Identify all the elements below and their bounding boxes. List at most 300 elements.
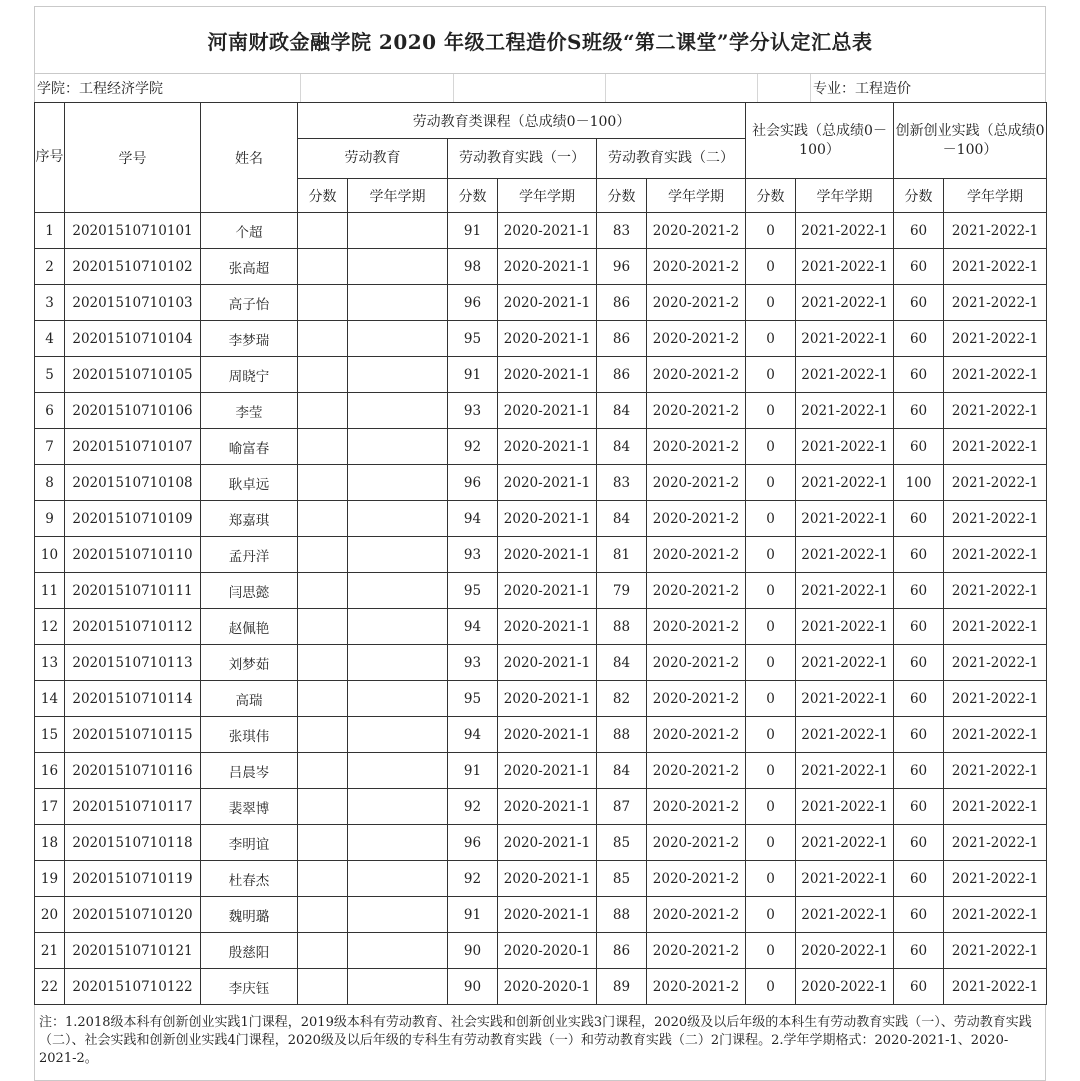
labor-edu-term-cell (348, 465, 448, 501)
innov-term-cell: 2021-2022-1 (944, 501, 1047, 537)
innov-score-cell: 60 (894, 213, 944, 249)
labor-prac1-score-cell: 94 (448, 717, 498, 753)
table-row (35, 861, 1047, 897)
seq-cell: 3 (35, 285, 65, 321)
labor-prac1-score-cell: 91 (448, 357, 498, 393)
innov-term-cell: 2021-2022-1 (944, 249, 1047, 285)
labor-prac1-term-cell: 2020-2021-1 (498, 789, 597, 825)
labor-prac1-term-cell: 2020-2021-1 (498, 249, 597, 285)
student-id-cell: 20201510710116 (65, 753, 201, 789)
labor-prac2-score-cell: 87 (597, 789, 647, 825)
name-cell: 刘梦茹 (201, 645, 298, 681)
labor-prac2-term-cell: 2020-2021-2 (647, 285, 746, 321)
labor-prac2-term-cell: 2020-2021-2 (647, 609, 746, 645)
innov-score-cell: 60 (894, 753, 944, 789)
labor-edu-term-cell (348, 609, 448, 645)
seq-cell: 13 (35, 645, 65, 681)
innov-score-cell: 60 (894, 501, 944, 537)
seq-cell: 20 (35, 897, 65, 933)
innov-term-cell: 2021-2022-1 (944, 681, 1047, 717)
labor-prac2-term-cell: 2020-2021-2 (647, 321, 746, 357)
innov-term-cell: 2021-2022-1 (944, 429, 1047, 465)
table-row (35, 933, 1047, 969)
labor-prac2-score-cell: 83 (597, 465, 647, 501)
labor-edu-term-cell (348, 789, 448, 825)
social-term-cell: 2021-2022-1 (796, 501, 894, 537)
innov-term-cell: 2021-2022-1 (944, 609, 1047, 645)
labor-edu-term-cell (348, 573, 448, 609)
score-header: 分数 (448, 179, 498, 213)
labor-edu-term-cell (348, 321, 448, 357)
name-cell: 殷慈阳 (201, 933, 298, 969)
student-id-cell: 20201510710112 (65, 609, 201, 645)
labor-edu-score-cell (298, 573, 348, 609)
labor-prac2-term-cell: 2020-2021-2 (647, 897, 746, 933)
student-id-cell: 20201510710108 (65, 465, 201, 501)
innov-term-cell: 2021-2022-1 (944, 393, 1047, 429)
table-row (35, 717, 1047, 753)
table-row (35, 753, 1047, 789)
labor-edu-header: 劳动教育 (298, 139, 448, 179)
labor-prac2-score-cell: 96 (597, 249, 647, 285)
innov-score-cell: 60 (894, 249, 944, 285)
innov-term-cell: 2021-2022-1 (944, 357, 1047, 393)
table-row (35, 249, 1047, 285)
social-term-cell: 2021-2022-1 (796, 717, 894, 753)
innov-term-cell: 2021-2022-1 (944, 825, 1047, 861)
student-id-cell: 20201510710119 (65, 861, 201, 897)
innov-score-cell: 60 (894, 681, 944, 717)
major-label: 专业：工程造价 (813, 81, 911, 97)
name-cell: 李梦瑞 (201, 321, 298, 357)
labor-edu-term-cell (348, 933, 448, 969)
labor-edu-term-cell (348, 429, 448, 465)
social-term-cell: 2021-2022-1 (796, 249, 894, 285)
social-score-cell: 0 (746, 393, 796, 429)
social-header: 社会实践（总成绩0－100） (746, 103, 894, 179)
innov-score-cell: 60 (894, 609, 944, 645)
labor-prac1-term-cell: 2020-2020-1 (498, 969, 597, 1005)
labor-prac1-score-cell: 93 (448, 645, 498, 681)
innov-score-cell: 60 (894, 537, 944, 573)
innov-score-cell: 60 (894, 861, 944, 897)
student-id-cell: 20201510710111 (65, 573, 201, 609)
innov-score-cell: 60 (894, 789, 944, 825)
social-term-cell: 2020-2022-1 (796, 933, 894, 969)
labor-prac2-term-cell: 2020-2021-2 (647, 501, 746, 537)
labor-prac1-term-cell: 2020-2021-1 (498, 537, 597, 573)
labor-prac1-term-cell: 2020-2021-1 (498, 681, 597, 717)
student-id-cell: 20201510710107 (65, 429, 201, 465)
term-header: 学年学期 (348, 179, 448, 213)
social-term-cell: 2021-2022-1 (796, 645, 894, 681)
labor-edu-score-cell (298, 537, 348, 573)
table-body (35, 213, 1047, 1005)
labor-prac2-header: 劳动教育实践（二） (597, 139, 746, 179)
seq-cell: 6 (35, 393, 65, 429)
labor-prac2-score-cell: 86 (597, 933, 647, 969)
footnote: 注：1.2018级本科有创新创业实践1门课程，2019级本科有劳动教育、社会实践和创新创业实践3门课程，2020级及以后年级的本科生有劳动教育实践（一）、劳动教育实践（二）、社会实践和创新创业实践4门课程，2020级及以后年级的专科生有劳动教育实践（一）和劳动教育实践（二）2门课程。2.学年学期格式：2020-2021-1、2020-2021-2。 (34, 1005, 1046, 1081)
seq-cell: 11 (35, 573, 65, 609)
labor-prac1-term-cell: 2020-2021-1 (498, 393, 597, 429)
social-score-cell: 0 (746, 933, 796, 969)
labor-edu-score-cell (298, 213, 348, 249)
name-cell: 吕晨岑 (201, 753, 298, 789)
score-header: 分数 (298, 179, 348, 213)
social-score-cell: 0 (746, 681, 796, 717)
table-row (35, 393, 1047, 429)
labor-prac1-term-cell: 2020-2021-1 (498, 717, 597, 753)
score-sheet (34, 6, 1046, 1081)
social-score-cell: 0 (746, 285, 796, 321)
labor-edu-term-cell (348, 861, 448, 897)
name-cell: 周晓宁 (201, 357, 298, 393)
table-row (35, 897, 1047, 933)
college-label: 学院：工程经济学院 (35, 74, 301, 102)
social-score-cell: 0 (746, 969, 796, 1005)
seq-cell: 15 (35, 717, 65, 753)
labor-prac2-score-cell: 88 (597, 717, 647, 753)
labor-prac1-score-cell: 91 (448, 753, 498, 789)
labor-edu-term-cell (348, 645, 448, 681)
social-score-cell: 0 (746, 789, 796, 825)
labor-prac2-score-cell: 88 (597, 609, 647, 645)
labor-prac1-header: 劳动教育实践（一） (448, 139, 597, 179)
table-row (35, 501, 1047, 537)
labor-prac2-term-cell: 2020-2021-2 (647, 573, 746, 609)
innov-score-cell: 60 (894, 573, 944, 609)
labor-prac1-term-cell: 2020-2021-1 (498, 213, 597, 249)
seq-cell: 10 (35, 537, 65, 573)
credit-table (34, 102, 1047, 1005)
innov-term-cell: 2021-2022-1 (944, 717, 1047, 753)
labor-edu-term-cell (348, 249, 448, 285)
social-term-cell: 2020-2022-1 (796, 969, 894, 1005)
labor-prac1-term-cell: 2020-2021-1 (498, 861, 597, 897)
labor-group-header: 劳动教育类课程（总成绩0－100） (298, 103, 746, 139)
name-cell: 杜春杰 (201, 861, 298, 897)
labor-edu-score-cell (298, 249, 348, 285)
name-cell: 高子怡 (201, 285, 298, 321)
innov-term-cell: 2021-2022-1 (944, 933, 1047, 969)
name-cell: 喻富春 (201, 429, 298, 465)
labor-edu-score-cell (298, 681, 348, 717)
table-row (35, 645, 1047, 681)
social-score-cell: 0 (746, 429, 796, 465)
social-score-cell: 0 (746, 501, 796, 537)
table-row (35, 285, 1047, 321)
social-score-cell: 0 (746, 357, 796, 393)
social-score-cell: 0 (746, 753, 796, 789)
labor-prac2-score-cell: 86 (597, 357, 647, 393)
student-id-cell: 20201510710115 (65, 717, 201, 753)
student-id-cell: 20201510710101 (65, 213, 201, 249)
seq-cell: 17 (35, 789, 65, 825)
labor-edu-score-cell (298, 645, 348, 681)
social-term-cell: 2021-2022-1 (796, 537, 894, 573)
labor-prac1-score-cell: 90 (448, 933, 498, 969)
table-row (35, 825, 1047, 861)
labor-prac1-term-cell: 2020-2021-1 (498, 465, 597, 501)
social-term-cell: 2021-2022-1 (796, 321, 894, 357)
seq-cell: 19 (35, 861, 65, 897)
seq-cell: 5 (35, 357, 65, 393)
name-cell: 魏明璐 (201, 897, 298, 933)
social-score-cell: 0 (746, 249, 796, 285)
innov-term-cell: 2021-2022-1 (944, 465, 1047, 501)
labor-prac2-score-cell: 88 (597, 897, 647, 933)
social-score-cell: 0 (746, 825, 796, 861)
name-cell: 赵佩艳 (201, 609, 298, 645)
labor-prac1-score-cell: 95 (448, 573, 498, 609)
name-cell: 李莹 (201, 393, 298, 429)
seq-cell: 16 (35, 753, 65, 789)
name-cell: 李庆钰 (201, 969, 298, 1005)
innov-score-cell: 60 (894, 357, 944, 393)
labor-prac1-term-cell: 2020-2021-1 (498, 501, 597, 537)
innov-term-cell: 2021-2022-1 (944, 537, 1047, 573)
social-term-cell: 2021-2022-1 (796, 393, 894, 429)
student-id-cell: 20201510710122 (65, 969, 201, 1005)
labor-prac1-score-cell: 92 (448, 429, 498, 465)
term-header: 学年学期 (796, 179, 894, 213)
table-row (35, 681, 1047, 717)
labor-edu-score-cell (298, 465, 348, 501)
labor-prac2-term-cell: 2020-2021-2 (647, 933, 746, 969)
social-score-cell: 0 (746, 573, 796, 609)
labor-prac2-term-cell: 2020-2021-2 (647, 753, 746, 789)
labor-prac1-score-cell: 91 (448, 897, 498, 933)
innov-term-cell: 2021-2022-1 (944, 573, 1047, 609)
labor-prac1-term-cell: 2020-2021-1 (498, 357, 597, 393)
social-term-cell: 2021-2022-1 (796, 213, 894, 249)
col-name-header: 姓名 (201, 103, 298, 213)
labor-prac2-score-cell: 84 (597, 753, 647, 789)
labor-prac1-term-cell: 2020-2021-1 (498, 285, 597, 321)
innov-score-cell: 60 (894, 645, 944, 681)
seq-cell: 1 (35, 213, 65, 249)
score-header: 分数 (894, 179, 944, 213)
col-seq-header: 序号 (35, 103, 65, 213)
labor-edu-score-cell (298, 321, 348, 357)
labor-edu-score-cell (298, 933, 348, 969)
score-header: 分数 (597, 179, 647, 213)
labor-prac1-score-cell: 96 (448, 825, 498, 861)
social-term-cell: 2021-2022-1 (796, 609, 894, 645)
seq-cell: 8 (35, 465, 65, 501)
labor-prac2-score-cell: 85 (597, 825, 647, 861)
labor-prac1-score-cell: 94 (448, 501, 498, 537)
labor-prac2-score-cell: 85 (597, 861, 647, 897)
innov-score-cell: 60 (894, 285, 944, 321)
labor-prac2-term-cell: 2020-2021-2 (647, 465, 746, 501)
social-term-cell: 2021-2022-1 (796, 753, 894, 789)
seq-cell: 9 (35, 501, 65, 537)
meta-row (34, 73, 1046, 102)
innov-term-cell: 2021-2022-1 (944, 645, 1047, 681)
seq-cell: 18 (35, 825, 65, 861)
term-header: 学年学期 (944, 179, 1047, 213)
labor-prac1-score-cell: 95 (448, 321, 498, 357)
labor-prac2-term-cell: 2020-2021-2 (647, 825, 746, 861)
labor-edu-score-cell (298, 357, 348, 393)
labor-edu-score-cell (298, 789, 348, 825)
table-row (35, 321, 1047, 357)
innov-score-cell: 60 (894, 393, 944, 429)
innov-score-cell: 60 (894, 897, 944, 933)
innov-term-cell: 2021-2022-1 (944, 789, 1047, 825)
labor-prac1-term-cell: 2020-2021-1 (498, 825, 597, 861)
labor-edu-score-cell (298, 609, 348, 645)
labor-edu-score-cell (298, 897, 348, 933)
social-term-cell: 2021-2022-1 (796, 357, 894, 393)
student-id-cell: 20201510710103 (65, 285, 201, 321)
seq-cell: 4 (35, 321, 65, 357)
name-cell: 张高超 (201, 249, 298, 285)
labor-prac1-score-cell: 96 (448, 285, 498, 321)
innov-score-cell: 100 (894, 465, 944, 501)
social-term-cell: 2021-2022-1 (796, 825, 894, 861)
labor-prac2-term-cell: 2020-2021-2 (647, 393, 746, 429)
labor-prac2-score-cell: 86 (597, 285, 647, 321)
table-row (35, 609, 1047, 645)
labor-prac2-score-cell: 89 (597, 969, 647, 1005)
labor-edu-term-cell (348, 681, 448, 717)
innov-term-cell: 2021-2022-1 (944, 753, 1047, 789)
table-row (35, 357, 1047, 393)
labor-prac2-score-cell: 84 (597, 393, 647, 429)
name-cell: 耿卓远 (201, 465, 298, 501)
labor-edu-score-cell (298, 285, 348, 321)
innov-score-cell: 60 (894, 321, 944, 357)
labor-prac1-score-cell: 96 (448, 465, 498, 501)
col-id-header: 学号 (65, 103, 201, 213)
labor-edu-score-cell (298, 969, 348, 1005)
labor-prac1-score-cell: 94 (448, 609, 498, 645)
social-term-cell: 2021-2022-1 (796, 573, 894, 609)
labor-prac1-score-cell: 93 (448, 393, 498, 429)
labor-prac2-score-cell: 84 (597, 645, 647, 681)
labor-edu-term-cell (348, 969, 448, 1005)
social-score-cell: 0 (746, 897, 796, 933)
seq-cell: 7 (35, 429, 65, 465)
labor-prac2-score-cell: 84 (597, 429, 647, 465)
innov-term-cell: 2021-2022-1 (944, 285, 1047, 321)
innov-score-cell: 60 (894, 933, 944, 969)
labor-prac1-score-cell: 91 (448, 213, 498, 249)
labor-edu-term-cell (348, 537, 448, 573)
labor-prac2-score-cell: 82 (597, 681, 647, 717)
innov-score-cell: 60 (894, 429, 944, 465)
labor-edu-term-cell (348, 897, 448, 933)
table-row (35, 465, 1047, 501)
social-term-cell: 2021-2022-1 (796, 681, 894, 717)
labor-prac2-score-cell: 86 (597, 321, 647, 357)
social-score-cell: 0 (746, 213, 796, 249)
sheet-title: 河南财政金融学院 2020 年级工程造价S班级“第二课堂”学分认定汇总表 (34, 6, 1046, 73)
labor-prac1-score-cell: 93 (448, 537, 498, 573)
labor-edu-term-cell (348, 357, 448, 393)
labor-edu-score-cell (298, 393, 348, 429)
innov-term-cell: 2021-2022-1 (944, 321, 1047, 357)
student-id-cell: 20201510710109 (65, 501, 201, 537)
table-row (35, 213, 1047, 249)
student-id-cell: 20201510710121 (65, 933, 201, 969)
name-cell: 张琪伟 (201, 717, 298, 753)
labor-edu-score-cell (298, 825, 348, 861)
social-term-cell: 2021-2022-1 (796, 285, 894, 321)
labor-edu-term-cell (348, 501, 448, 537)
social-score-cell: 0 (746, 537, 796, 573)
labor-prac2-term-cell: 2020-2021-2 (647, 537, 746, 573)
labor-edu-score-cell (298, 429, 348, 465)
seq-cell: 14 (35, 681, 65, 717)
innov-term-cell: 2021-2022-1 (944, 969, 1047, 1005)
innov-term-cell: 2021-2022-1 (944, 213, 1047, 249)
labor-prac2-score-cell: 83 (597, 213, 647, 249)
labor-prac2-score-cell: 84 (597, 501, 647, 537)
seq-cell: 22 (35, 969, 65, 1005)
social-term-cell: 2021-2022-1 (796, 861, 894, 897)
table-row (35, 537, 1047, 573)
student-id-cell: 20201510710114 (65, 681, 201, 717)
labor-prac1-term-cell: 2020-2021-1 (498, 609, 597, 645)
name-cell: 孟丹洋 (201, 537, 298, 573)
labor-prac1-term-cell: 2020-2020-1 (498, 933, 597, 969)
name-cell: 裴翠博 (201, 789, 298, 825)
seq-cell: 12 (35, 609, 65, 645)
labor-prac2-term-cell: 2020-2021-2 (647, 249, 746, 285)
labor-prac2-score-cell: 81 (597, 537, 647, 573)
labor-edu-term-cell (348, 717, 448, 753)
labor-edu-term-cell (348, 213, 448, 249)
student-id-cell: 20201510710102 (65, 249, 201, 285)
labor-prac1-score-cell: 90 (448, 969, 498, 1005)
student-id-cell: 20201510710113 (65, 645, 201, 681)
student-id-cell: 20201510710104 (65, 321, 201, 357)
labor-prac1-score-cell: 92 (448, 789, 498, 825)
social-score-cell: 0 (746, 465, 796, 501)
student-id-cell: 20201510710105 (65, 357, 201, 393)
labor-prac2-term-cell: 2020-2021-2 (647, 789, 746, 825)
table-row (35, 969, 1047, 1005)
name-cell: 个超 (201, 213, 298, 249)
student-id-cell: 20201510710118 (65, 825, 201, 861)
seq-cell: 2 (35, 249, 65, 285)
labor-prac1-score-cell: 98 (448, 249, 498, 285)
social-term-cell: 2021-2022-1 (796, 789, 894, 825)
labor-edu-term-cell (348, 285, 448, 321)
labor-edu-score-cell (298, 861, 348, 897)
labor-prac2-term-cell: 2020-2021-2 (647, 681, 746, 717)
labor-prac2-term-cell: 2020-2021-2 (647, 969, 746, 1005)
innov-header: 创新创业实践（总成绩0－100） (894, 103, 1047, 179)
labor-prac1-term-cell: 2020-2021-1 (498, 321, 597, 357)
student-id-cell: 20201510710106 (65, 393, 201, 429)
name-cell: 高瑞 (201, 681, 298, 717)
labor-edu-term-cell (348, 825, 448, 861)
term-header: 学年学期 (647, 179, 746, 213)
labor-prac1-term-cell: 2020-2021-1 (498, 573, 597, 609)
labor-prac1-term-cell: 2020-2021-1 (498, 645, 597, 681)
seq-cell: 21 (35, 933, 65, 969)
table-row (35, 429, 1047, 465)
labor-prac2-term-cell: 2020-2021-2 (647, 861, 746, 897)
labor-prac2-term-cell: 2020-2021-2 (647, 357, 746, 393)
labor-prac1-score-cell: 95 (448, 681, 498, 717)
social-score-cell: 0 (746, 609, 796, 645)
labor-edu-term-cell (348, 753, 448, 789)
